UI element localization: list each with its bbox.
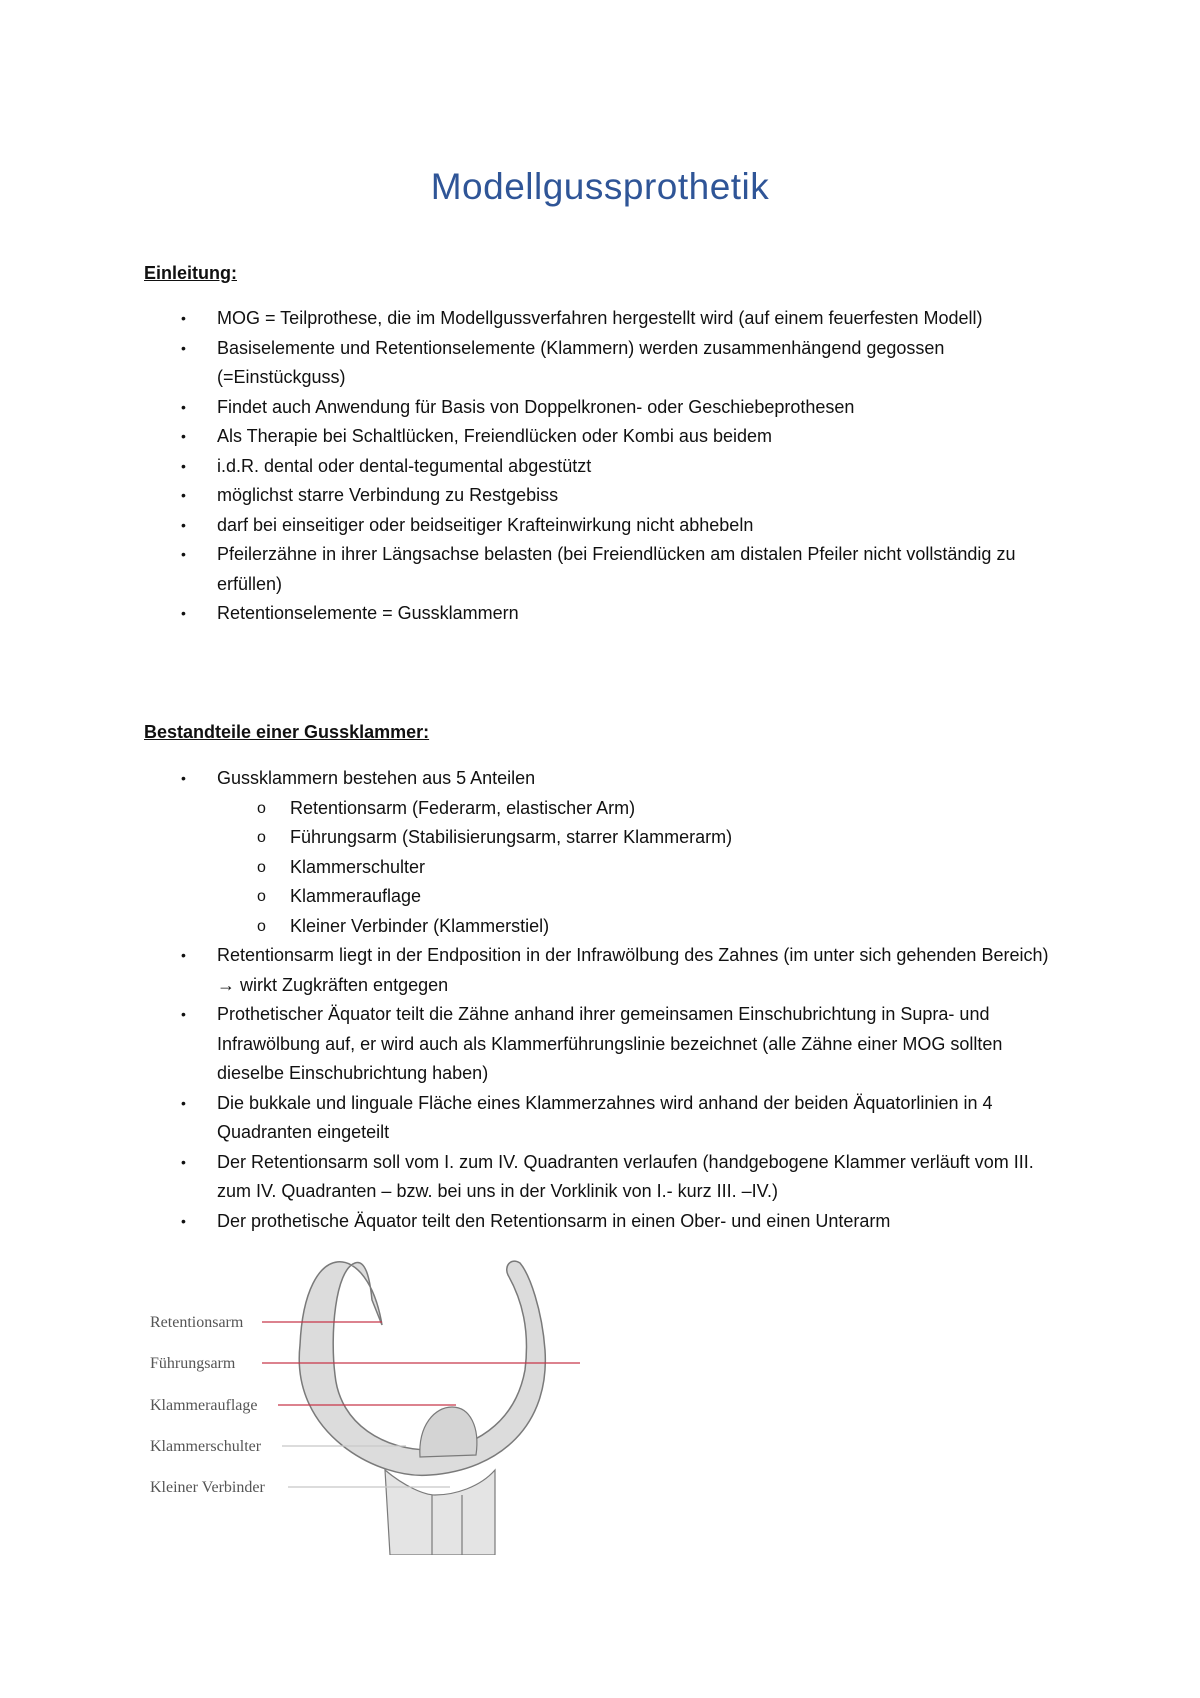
sub-bullet-icon: o [257, 799, 266, 817]
list-item: • Retentionselemente = Gussklammern [0, 599, 1060, 629]
section-heading-bestandteile: Bestandteile einer Gussklammer: [144, 722, 430, 742]
list-item: • Prothetischer Äquator teilt die Zähne anhand ihrer gemeinsamen Einschubrichtung in Supra- und Infrawölbung auf, er wird auch als Klammerführungslinie bezeichnet (alle Zähne einer MOG sollten dieselbe Einschubrichtung haben) [0, 1000, 1060, 1089]
list-item: • Der Retentionsarm soll vom I. zum IV. Quadranten verlaufen (handgebogene Klammer verläuft vom III. zum IV. Quadranten – bzw. bei uns in der Vorklinik von I.- kurz III. –IV.) [0, 1148, 1060, 1207]
label-klammerschulter: Klammerschulter [150, 1438, 262, 1455]
bullet-icon: • [181, 605, 186, 621]
list-item: • Gussklammern bestehen aus 5 Anteilen o Retentionsarm (Federarm, elastischer Arm) o Führungsarm (Stabilisierungsarm, starrer Klammerarm) o Klammerschulter o Klammerauflage o Kleiner Verbinder (Klammerstiel) [0, 764, 1060, 941]
sub-bullet-icon: o [257, 917, 266, 935]
bullet-icon: • [181, 1006, 186, 1022]
bullet-icon: • [181, 398, 186, 415]
list-item: • Die bukkale und linguale Fläche eines Klammerzahnes wird anhand der beiden Äquatorlinien in 4 Quadranten eingeteilt [0, 1089, 1060, 1148]
bullet-icon: • [181, 1094, 186, 1111]
list-item: • Basiselemente und Retentionselemente (Klammern) werden zusammenhängend gegossen (=Einstückguss) [0, 334, 1060, 393]
list-item: • Findet auch Anwendung für Basis von Doppelkronen- oder Geschiebeprothesen [0, 393, 1060, 423]
list-item: • Als Therapie bei Schaltlücken, Freiendlücken oder Kombi aus beidem [0, 422, 1060, 452]
list-item: • MOG = Teilprothese, die im Modellgussverfahren hergestellt wird (auf einem feuerfesten Modell) [0, 304, 1060, 334]
bullet-icon: • [181, 947, 186, 963]
sub-list [217, 794, 1060, 942]
label-retentionsarm: Retentionsarm [150, 1314, 244, 1331]
list-item: • Pfeilerzähne in ihrer Längsachse belasten (bei Freiendlücken am distalen Pfeiler nicht vollständig zu erfüllen) [0, 540, 1060, 599]
list-item: • Der prothetische Äquator teilt den Retentionsarm in einen Ober- und einen Unterarm [0, 1207, 1060, 1237]
list-item: • möglichst starre Verbindung zu Restgebiss [0, 481, 1060, 511]
list-item: • Retentionsarm liegt in der Endposition in der Infrawölbung des Zahnes (im unter sich gehenden Bereich) → wirkt Zugkräften entgegen [0, 941, 1060, 1000]
section-heading-einleitung: Einleitung: [144, 263, 237, 283]
arrow-right-icon: → [217, 974, 235, 995]
sub-bullet-icon: o [257, 888, 266, 905]
label-kleiner-verbinder: Kleiner Verbinder [150, 1479, 265, 1496]
bullet-icon: • [181, 546, 186, 562]
sub-bullet-icon: o [257, 858, 266, 876]
bullet-icon: • [181, 516, 186, 533]
page-title: Modellgussprothetik [430, 166, 770, 207]
sub-list-item: o Retentionsarm (Federarm, elastischer Arm) [217, 794, 1060, 824]
bullet-icon: • [181, 487, 186, 503]
einleitung-list [0, 304, 1200, 629]
bestandteile-list [0, 764, 1200, 1236]
clasp-connector-shape [385, 1470, 495, 1555]
label-fuehrungsarm: Führungsarm [150, 1355, 236, 1372]
clasp-rest-shape [420, 1407, 477, 1457]
sub-list-item: o Klammerauflage [217, 882, 1060, 912]
sub-list-item: o Führungsarm (Stabilisierungsarm, starrer Klammerarm) [217, 823, 1060, 853]
bullet-icon: • [181, 339, 186, 356]
bullet-icon: • [181, 457, 186, 474]
list-item: • darf bei einseitiger oder beidseitiger Krafteinwirkung nicht abhebeln [0, 511, 1060, 541]
sub-bullet-icon: o [257, 829, 266, 846]
bullet-icon: • [181, 428, 186, 444]
list-item: • i.d.R. dental oder dental-tegumental abgestützt [0, 452, 1060, 482]
bullet-icon: • [181, 770, 186, 786]
bullet-icon: • [181, 1212, 186, 1229]
label-klammerauflage: Klammerauflage [150, 1397, 258, 1414]
sub-list-item: o Kleiner Verbinder (Klammerstiel) [217, 912, 1060, 942]
sub-list-item: o Klammerschulter [217, 853, 1060, 883]
bullet-icon: • [181, 310, 186, 326]
clasp-diagram [150, 1255, 610, 1555]
bullet-icon: • [181, 1153, 186, 1170]
